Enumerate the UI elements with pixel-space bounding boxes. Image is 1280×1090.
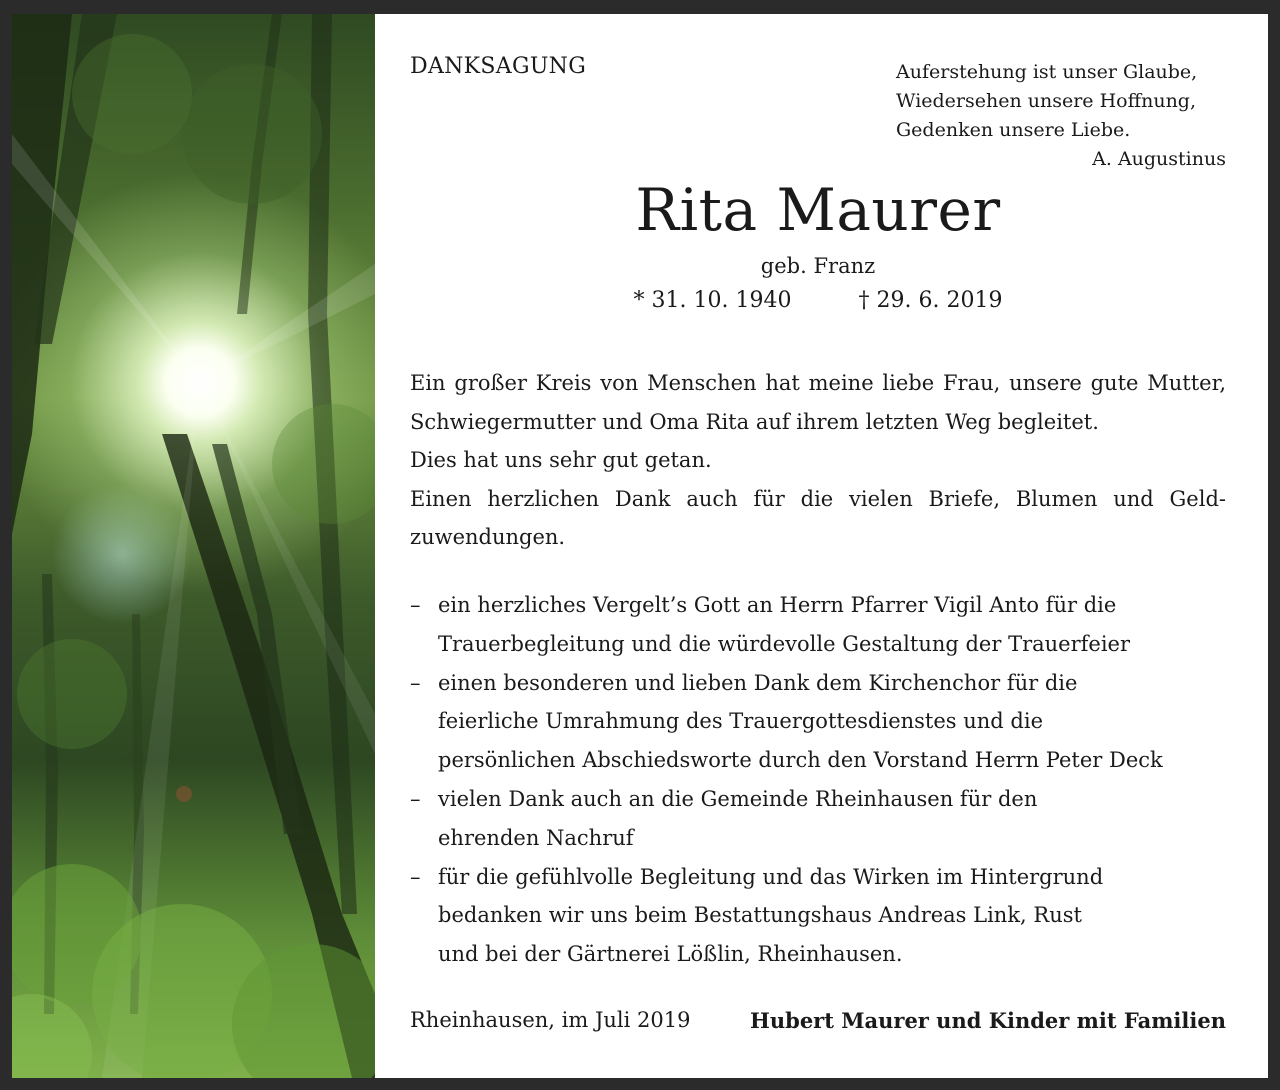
- paragraph-line: Ein großer Kreis von Menschen hat meine liebe Frau, unsere gute Mutter,: [410, 371, 1226, 395]
- life-dates: [410, 288, 1226, 313]
- paragraph-line: Dies hat uns sehr gut getan.: [410, 448, 712, 472]
- quote-line: Auferstehung ist unser Glaube,: [896, 61, 1198, 83]
- list-item-line: ein herzliches Vergelt’s Gott an Herrn Pfarrer Vigil Anto für die: [438, 593, 1117, 617]
- paragraph-line: Einen herzlichen Dank auch für die vielen Briefe, Blumen und Geld-: [410, 486, 1226, 511]
- birth-name: geb. Franz: [760, 254, 876, 278]
- dash-bullet: –: [410, 670, 421, 695]
- dash-bullet: –: [410, 864, 421, 889]
- dash-bullet: –: [410, 593, 421, 617]
- dash-bullet: –: [410, 786, 421, 811]
- place-date: Rheinhausen, im Juli 2019: [410, 1008, 691, 1032]
- list-item-line: feierliche Umrahmung des Trauergottesdienstes und die: [438, 709, 1043, 734]
- thank-you-paragraph: [410, 364, 1226, 557]
- quote-line: Gedenken unsere Liebe.: [896, 119, 1131, 141]
- list-item: [410, 780, 1226, 858]
- list-item-line: und bei der Gärtnerei Lößlin, Rheinhausen.: [438, 942, 903, 967]
- list-item-line: bedanken wir uns beim Bestattungshaus Andreas Link, Rust: [438, 903, 1082, 928]
- thanks-list: [410, 586, 1226, 974]
- birth-date: * 31. 10. 1940: [633, 288, 792, 313]
- list-item-line: ehrenden Nachruf: [438, 825, 634, 850]
- list-item-line: Trauerbegleitung und die würdevolle Gestaltung der Trauerfeier: [438, 631, 1131, 656]
- list-item: [410, 858, 1226, 974]
- list-item-line: persönlichen Abschiedsworte durch den Vorstand Herrn Peter Deck: [438, 748, 1163, 773]
- forest-sunlight-photo: [12, 14, 375, 1078]
- notice-text: [410, 14, 1226, 1078]
- paragraph-line: zuwendungen.: [410, 525, 566, 549]
- forest-trees-illustration: [12, 14, 375, 1078]
- deceased-name: Rita Maurer: [635, 176, 1001, 244]
- obituary-notice: [12, 14, 1268, 1078]
- list-item-line: einen besonderen und lieben Dank dem Kirchenchor für die: [438, 670, 1078, 695]
- list-item-line: vielen Dank auch an die Gemeinde Rheinhausen für den: [438, 786, 1038, 811]
- notice-heading: DANKSAGUNG: [410, 54, 587, 79]
- quote-block: [896, 58, 1226, 174]
- quote-line: Wiedersehen unsere Hoffnung,: [896, 90, 1197, 112]
- list-item-line: für die gefühlvolle Begleitung und das Wirken im Hintergrund: [438, 864, 1104, 889]
- list-item: [410, 586, 1226, 664]
- death-date: † 29. 6. 2019: [858, 288, 1003, 313]
- quote-author: A. Augustinus: [1092, 148, 1226, 170]
- family-signature: Hubert Maurer und Kinder mit Familien: [750, 1008, 1226, 1033]
- list-item: [410, 664, 1226, 780]
- paragraph-line: Schwiegermutter und Oma Rita auf ihrem letzten Weg begleitet.: [410, 409, 1099, 434]
